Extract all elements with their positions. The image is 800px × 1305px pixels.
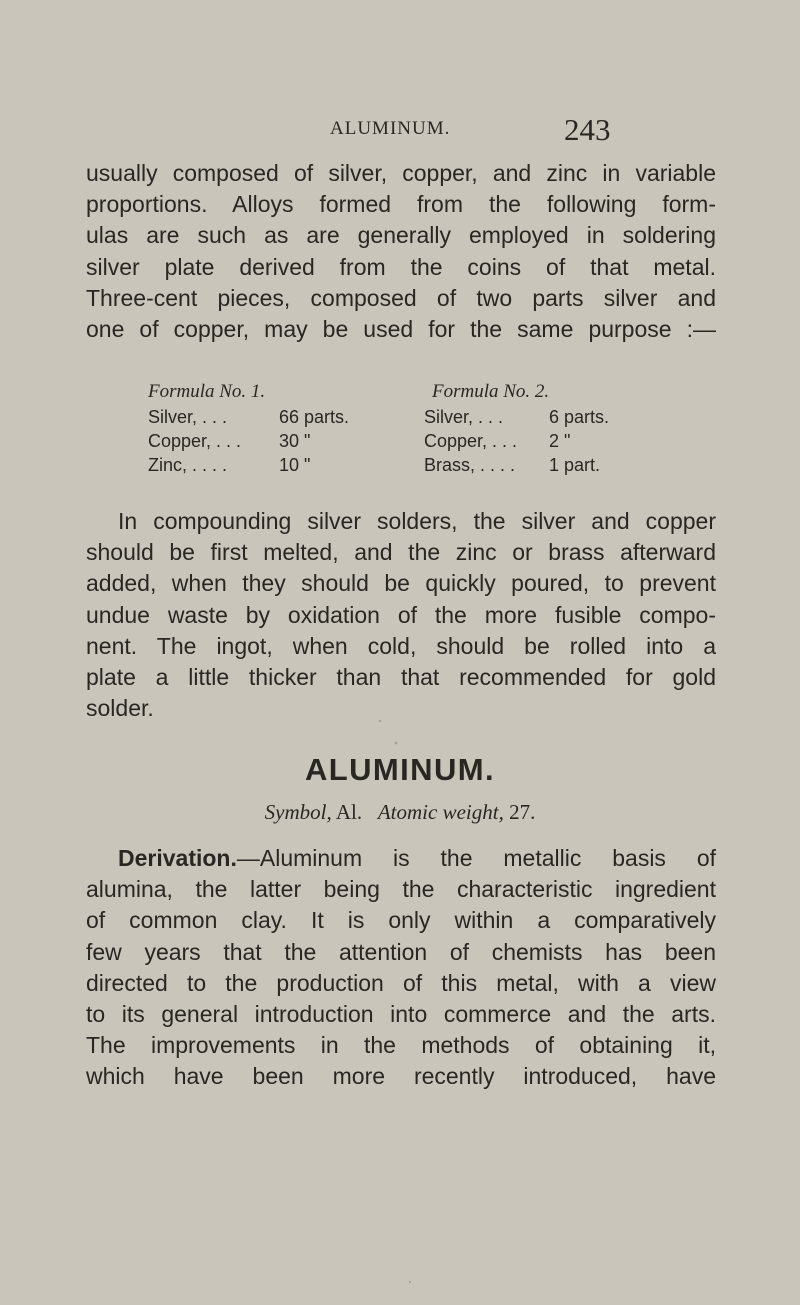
text-line: of common clay. It is only within a comparatively [86, 907, 716, 934]
paragraph-solder-intro [86, 158, 716, 345]
paragraph-compounding [86, 506, 716, 724]
ingredient-amount: 10 " [279, 455, 311, 475]
page-number: 243 [564, 112, 611, 147]
text-line: proportions. Alloys formed from the following form- [86, 191, 716, 218]
ingredient-label: Copper, . . . [424, 431, 518, 451]
text-line: undue waste by oxidation of the more fusible compo- [86, 601, 716, 628]
formula-row [148, 405, 398, 429]
text-line: solder. [86, 695, 154, 722]
ingredient-label: Silver, . . . [424, 407, 504, 427]
text-line: should be first melted, and the zinc or brass afterward [86, 539, 716, 566]
text-line: silver plate derived from the coins of that metal. [86, 253, 716, 280]
formula-row [424, 429, 674, 453]
formula-row [424, 405, 674, 429]
text-line: directed to the production of this metal, with a view [86, 969, 716, 996]
formula-2 [424, 379, 674, 477]
paper-speck [395, 742, 398, 745]
text-line: which have been more recently introduced, have [86, 1063, 716, 1090]
formula-row [424, 453, 674, 477]
symbol-label: Symbol, [264, 800, 332, 824]
text-line: few years that the attention of chemists has been [86, 938, 716, 965]
text-line: usually composed of silver, copper, and zinc in variable [86, 160, 716, 186]
paper-speck [409, 1281, 411, 1283]
ingredient-label: Brass, . . . . [424, 455, 516, 475]
text-line [86, 843, 716, 874]
derivation-first-line: —Aluminum is the metallic basis of [236, 845, 716, 871]
ingredient-amount: 30 " [279, 431, 311, 451]
text-line: to its general introduction into commerce and the arts. [86, 1001, 716, 1028]
formula-row [148, 429, 398, 453]
ingredient-label: Zinc, . . . . [148, 455, 228, 475]
running-head [0, 108, 800, 148]
formula-row [148, 453, 398, 477]
ingredient-amount: 1 part. [549, 455, 601, 475]
text-line: The improvements in the methods of obtaining it, [86, 1032, 716, 1059]
formula-1-title: Formula No. 1. [148, 381, 266, 402]
ingredient-amount: 66 parts. [279, 407, 350, 427]
ingredient-amount: 2 " [549, 431, 571, 451]
symbol-line [0, 800, 800, 825]
text-line: nent. The ingot, when cold, should be rolled into a [86, 632, 716, 659]
ingredient-label: Silver, . . . [148, 407, 228, 427]
paragraph-derivation [86, 843, 716, 1093]
text-line: one of copper, may be used for the same purpose :— [86, 316, 716, 343]
text-line: plate a little thicker than that recommended for gold [86, 664, 716, 691]
text-line: In compounding silver solders, the silver and copper [118, 508, 716, 534]
text-line: added, when they should be quickly poured, to prevent [86, 570, 716, 597]
section-heading: ALUMINUM. [305, 752, 495, 787]
derivation-label: Derivation. [118, 845, 237, 871]
text-line: Three-cent pieces, composed of two parts silver and [86, 284, 716, 311]
atomic-weight-value: 27. [509, 800, 536, 824]
ingredient-label: Copper, . . . [148, 431, 242, 451]
running-title: ALUMINUM. [330, 118, 451, 139]
formula-table [148, 379, 673, 479]
formula-1 [148, 379, 398, 477]
text-line: ulas are such as are generally employed in soldering [86, 222, 716, 249]
text-line: alumina, the latter being the characteristic ingredient [86, 876, 716, 903]
formula-2-title: Formula No. 2. [432, 381, 550, 402]
ingredient-amount: 6 parts. [549, 407, 610, 427]
symbol-value: Al. [335, 800, 363, 824]
atomic-weight-label: Atomic weight, [377, 800, 504, 824]
